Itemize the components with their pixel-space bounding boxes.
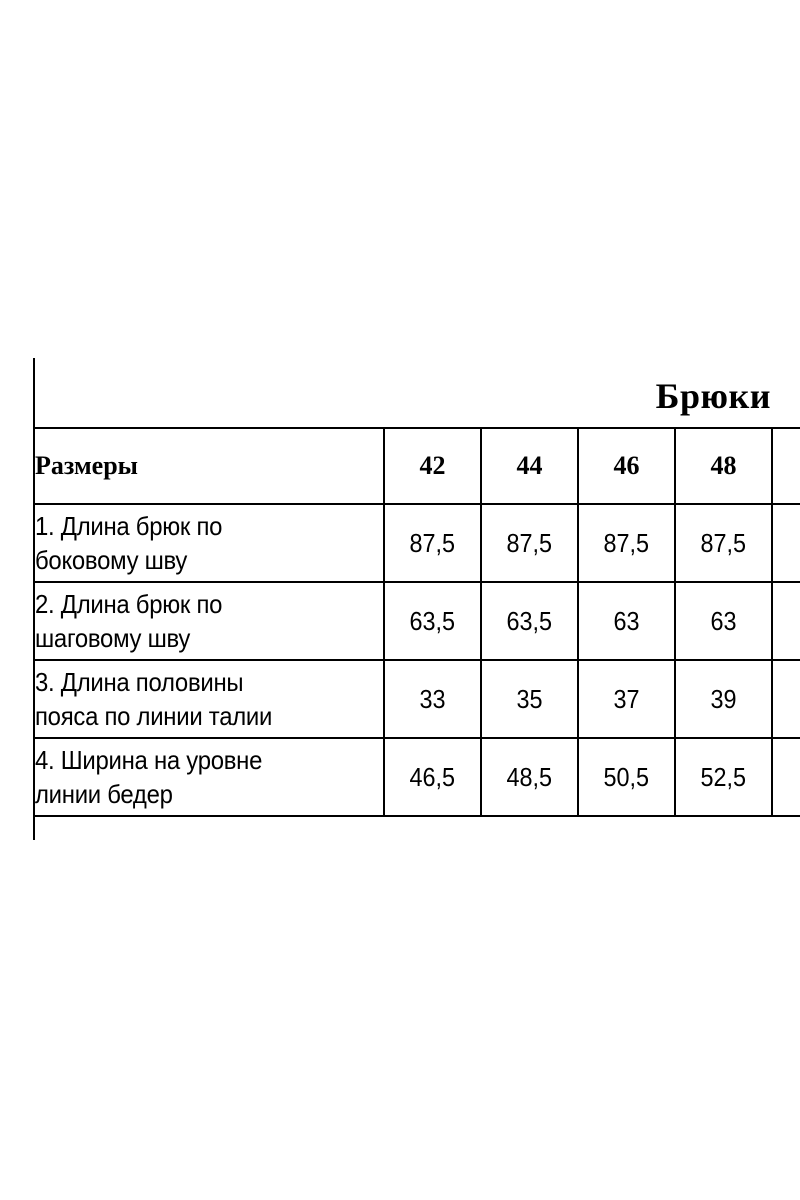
row-label-line: 3. Длина половины <box>35 667 244 697</box>
value-cell: 63,5 <box>384 582 481 660</box>
row-label-line: шаговому шву <box>35 623 191 653</box>
header-cell-cut-off <box>772 428 800 504</box>
value-cell: 63 <box>675 582 772 660</box>
value-cell: 35 <box>481 660 578 738</box>
table-title: Брюки <box>655 376 771 416</box>
row-label-line: линии бедер <box>35 779 173 809</box>
cell-cut-off <box>772 504 800 582</box>
header-size-44: 44 <box>481 428 578 504</box>
cell-cut-off <box>772 582 800 660</box>
table-row <box>34 504 800 582</box>
size-table <box>33 427 800 817</box>
header-size-46: 46 <box>578 428 675 504</box>
row-label-line: пояса по линии талии <box>35 701 273 731</box>
table-header-row <box>34 428 800 504</box>
cell-cut-off <box>772 660 800 738</box>
value-cell: 87,5 <box>675 504 772 582</box>
row-label <box>34 582 384 660</box>
value-cell: 52,5 <box>675 738 772 816</box>
row-label-line: боковому шву <box>35 545 188 575</box>
row-label <box>34 738 384 816</box>
value-cell: 87,5 <box>481 504 578 582</box>
value-cell: 37 <box>578 660 675 738</box>
cell-cut-off <box>772 738 800 816</box>
row-label <box>34 504 384 582</box>
table-row <box>34 660 800 738</box>
row-label <box>34 660 384 738</box>
row-label-line: 4. Ширина на уровне <box>35 745 263 775</box>
value-cell: 63 <box>578 582 675 660</box>
value-cell: 87,5 <box>384 504 481 582</box>
row-label-line: 1. Длина брюк по <box>35 511 223 541</box>
row-label-line: 2. Длина брюк по <box>35 589 223 619</box>
table-row <box>34 582 800 660</box>
value-cell: 33 <box>384 660 481 738</box>
value-cell: 46,5 <box>384 738 481 816</box>
bottom-border-tick <box>33 818 35 840</box>
value-cell: 48,5 <box>481 738 578 816</box>
value-cell: 50,5 <box>578 738 675 816</box>
header-size-42: 42 <box>384 428 481 504</box>
table-row <box>34 738 800 816</box>
value-cell: 63,5 <box>481 582 578 660</box>
header-sizes-label: Размеры <box>34 428 384 504</box>
value-cell: 87,5 <box>578 504 675 582</box>
header-size-48: 48 <box>675 428 772 504</box>
value-cell: 39 <box>675 660 772 738</box>
